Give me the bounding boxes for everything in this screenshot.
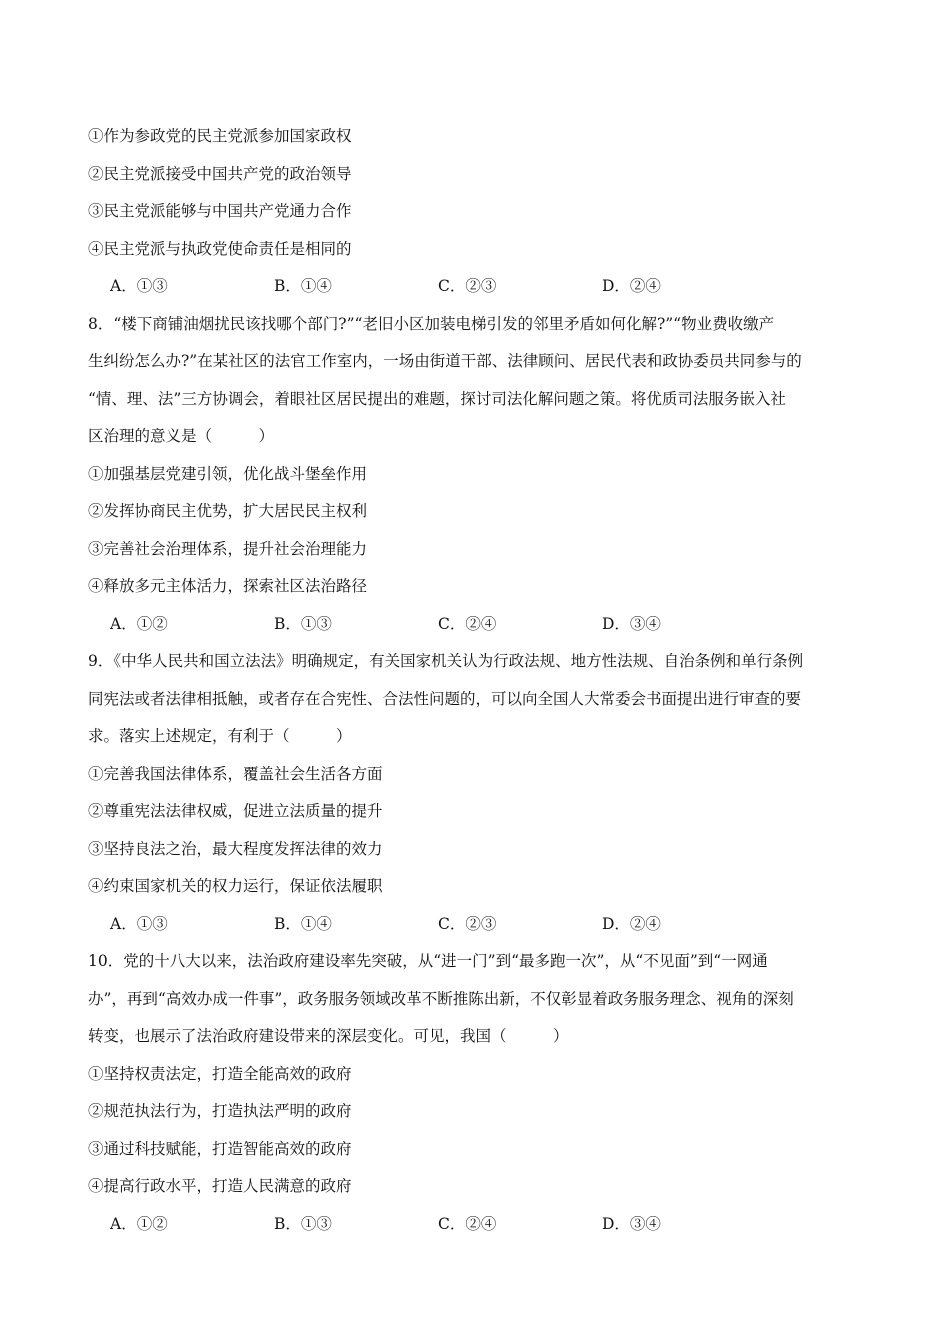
q10-option-a[interactable]: A．①② [110,1214,168,1233]
exam-page [88,118,878,1243]
q9-option-b[interactable]: B．①④ [274,914,332,933]
q8-stem-line-1: 8．“楼下商铺油烟扰民该找哪个部门?”“老旧小区加装电梯引发的邻里矛盾如何化解?”“物业费收缴产 [88,314,775,333]
q8-stem-line-4: 区治理的意义是（ ） [88,427,275,445]
q10-option-b[interactable]: B．①③ [274,1214,332,1233]
q9-item-2: ②尊重宪法法律权威，促进立法质量的提升 [88,802,383,820]
q7-option-a[interactable]: A．①③ [110,277,168,295]
q10-options [88,1206,878,1244]
q9-option-d[interactable]: D．②④ [602,914,661,933]
q10-stem-line-3: 转变，也展示了法治政府建设带来的深层变化。可见，我国（ ） [88,1027,569,1045]
q10-item-3: ③通过科技赋能，打造智能高效的政府 [88,1139,352,1158]
q8-item-3: ③完善社会治理体系，提升社会治理能力 [88,539,368,558]
q7-item-2: ②民主党派接受中国共产党的政治领导 [88,164,352,183]
q7-item-3: ③民主党派能够与中国共产党通力合作 [88,202,352,220]
q8-item-2: ②发挥协商民主优势，扩大居民民主权利 [88,502,368,520]
q10-option-c[interactable]: C．②④ [438,1214,497,1233]
q10-stem-line-2: 办”，再到“高效办成一件事”，政务服务领域改革不断推陈出新，不仅彰显着政务服务理念、视角的深刻 [88,989,794,1008]
q9-item-4: ④约束国家机关的权力运行，保证依法履职 [88,877,383,895]
q10-item-4: ④提高行政水平，打造人民满意的政府 [88,1177,352,1195]
q7-options [88,268,878,306]
question-7 [88,118,878,306]
q9-item-1: ①完善我国法律体系，覆盖社会生活各方面 [88,764,383,783]
q10-option-d[interactable]: D．③④ [602,1214,661,1233]
question-10 [88,943,878,1243]
q8-stem-line-2: 生纠纷怎么办?”在某社区的法官工作室内，一场由街道干部、法律顾问、居民代表和政协委员共同参与的 [88,352,802,370]
question-8 [88,306,878,644]
q8-options [88,606,878,644]
q9-options [88,906,878,944]
q7-item-4: ④民主党派与执政党使命责任是相同的 [88,239,352,258]
q8-stem-line-3: “情、理、法”三方协调会，着眼社区居民提出的难题，探讨司法化解问题之策。将优质司法服务嵌入社 [88,389,786,408]
q8-item-4: ④释放多元主体活力，探索社区法治路径 [88,577,368,595]
q8-option-b[interactable]: B．①③ [274,614,332,633]
q10-stem-line-1: 10．党的十八大以来，法治政府建设率先突破，从“进一门”到“最多跑一次”，从“不见面”到“一网通 [88,952,768,970]
q8-option-c[interactable]: C．②④ [438,614,497,633]
q9-item-3: ③坚持良法之治，最大程度发挥法律的效力 [88,839,383,858]
q9-option-a[interactable]: A．①③ [110,914,168,933]
q8-option-d[interactable]: D．③④ [602,614,661,633]
q7-item-1: ①作为参政党的民主党派参加国家政权 [88,127,352,145]
q8-item-1: ①加强基层党建引领，优化战斗堡垒作用 [88,464,368,483]
q7-option-c[interactable]: C．②③ [438,277,497,295]
q10-item-2: ②规范执法行为，打造执法严明的政府 [88,1102,352,1120]
q10-item-1: ①坚持权责法定，打造全能高效的政府 [88,1064,352,1083]
q8-option-a[interactable]: A．①② [110,614,168,633]
q7-option-b[interactable]: B．①④ [274,277,332,295]
q9-stem-line-1: 9．《中华人民共和国立法法》明确规定，有关国家机关认为行政法规、地方性法规、自治条例和单行条例 [88,652,804,670]
q9-stem-line-3: 求。落实上述规定，有利于（ ） [88,727,352,745]
q9-option-c[interactable]: C．②③ [438,914,497,933]
question-9 [88,643,878,943]
q7-option-d[interactable]: D．②④ [602,277,661,295]
q9-stem-line-2: 同宪法或者法律相抵触，或者存在合宪性、合法性问题的，可以向全国人大常委会书面提出进行审查的要 [88,689,802,708]
